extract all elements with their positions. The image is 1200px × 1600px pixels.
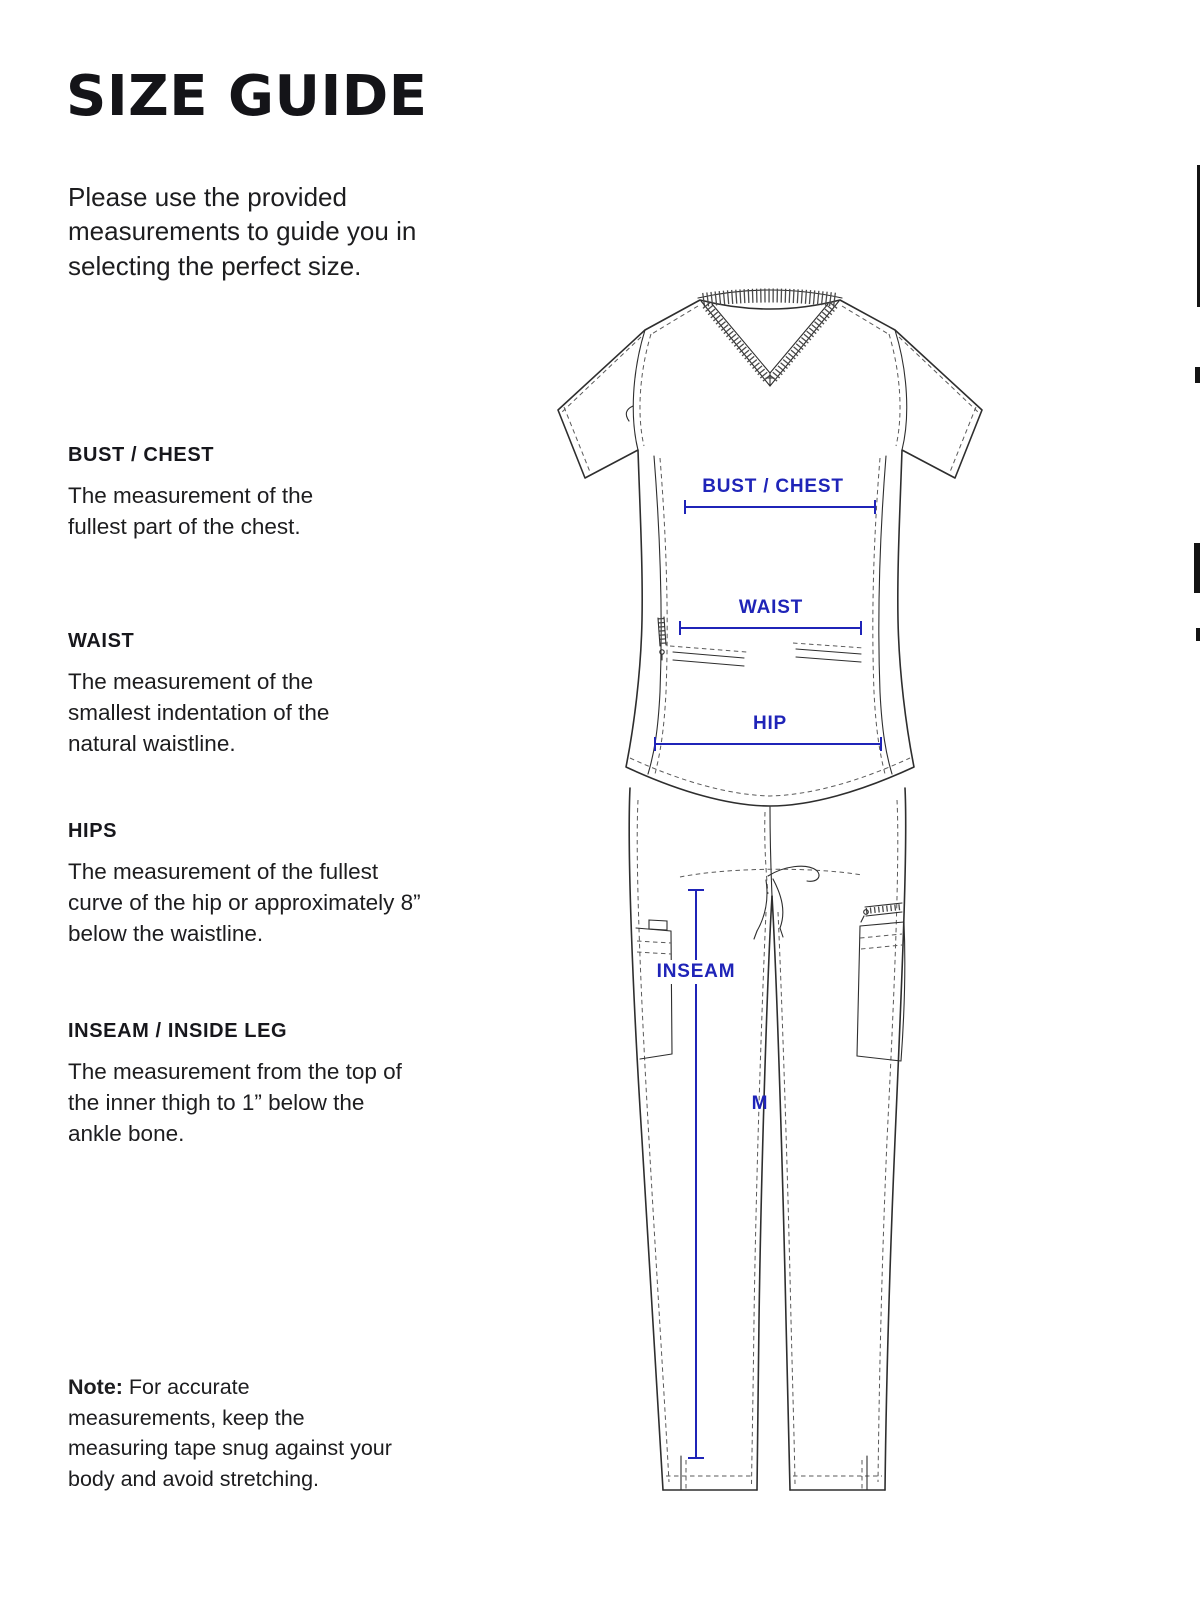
hip-label: HIP — [752, 713, 788, 734]
note-label: Note: — [68, 1375, 123, 1399]
section-body: The measurement of the fullest curve of the hip or approximately 8” below the waistline. — [68, 859, 421, 947]
section-heading: BUST / CHEST — [68, 444, 215, 466]
page-edge-mark — [1196, 628, 1200, 641]
section-body: The measurement from the top of the inner thigh to 1” below the ankle bone. — [68, 1059, 402, 1147]
section-heading: HIPS — [68, 820, 118, 842]
bust-chest-label: BUST / CHEST — [702, 476, 844, 497]
inseam-label: INSEAM — [656, 961, 736, 982]
section-heading: WAIST — [68, 630, 135, 652]
note-body: For accurate measurements, keep the measuring tape snug against your body and avoid stretching. — [68, 1375, 392, 1491]
page-title: SIZE GUIDE — [66, 64, 428, 129]
intro-text: Please use the provided measurements to guide you in selecting the perfect size. — [68, 182, 417, 281]
section-inseam — [68, 1020, 413, 1149]
section-hips — [68, 820, 438, 949]
section-waist — [68, 630, 378, 759]
page-edge-mark — [1194, 543, 1200, 593]
scrub-pants-drawing — [629, 788, 905, 1490]
section-body: The measurement of the smallest indentation of the natural waistline. — [68, 669, 330, 757]
note-text — [68, 1372, 398, 1494]
page-edge-mark — [1195, 367, 1200, 383]
waist-label: WAIST — [738, 597, 804, 618]
section-body: The measurement of the fullest part of the chest. — [68, 483, 314, 540]
section-bust-chest — [68, 444, 368, 542]
section-heading: INSEAM / INSIDE LEG — [68, 1020, 288, 1042]
size-marker-label: M — [751, 1093, 769, 1114]
size-diagram — [530, 280, 1010, 1530]
